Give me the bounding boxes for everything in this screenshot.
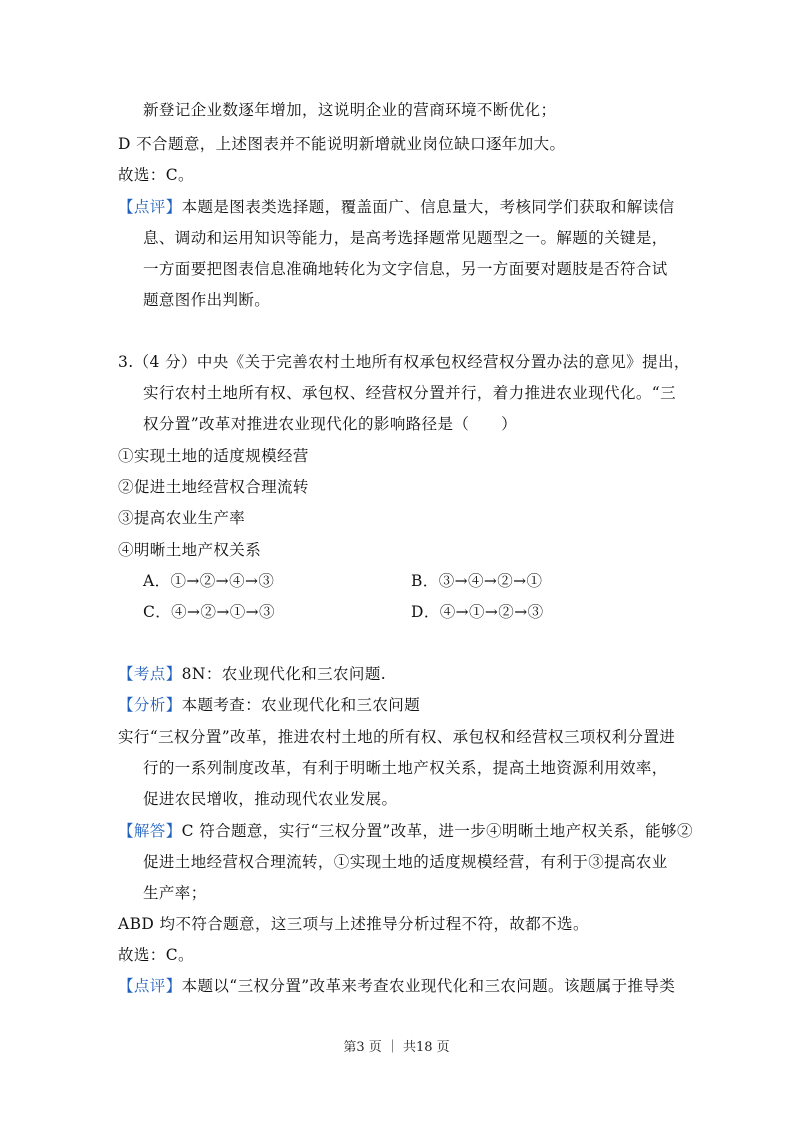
prev-answer-line-1: 新登记企业数逐年增加，这说明企业的营商环境不断优化；: [143, 101, 557, 119]
question-stem-line-3: 权分置”改革对推进农业现代化的影响路径是（ ）: [143, 415, 518, 433]
kaodian-text: 8N：农业现代化和三农问题.: [181, 665, 387, 683]
fenxi-body-line-1: 实行“三权分置”改革，推进农村土地的所有权、承包权和经营权三项权利分置进: [118, 728, 676, 746]
fenxi-body-line-2: 行的一系列制度改革，有利于明晰土地产权关系，提高土地资源利用效率，: [143, 759, 668, 777]
kaodian-tag: 【考点】: [118, 665, 182, 683]
fenxi-body-line-3: 促进农民增收，推动现代农业发展。: [143, 790, 398, 808]
question-stem-line-1: 3.（4 分）中央《关于完善农村土地所有权承包权经营权分置办法的意见》提出，: [118, 353, 690, 371]
prev-answer-choice: 故选：C。: [118, 166, 194, 184]
dianping-line: [118, 976, 675, 996]
jieda-line-2: 促进土地经营权合理流转，①实现土地的适度规模经营，有利于③提高农业: [143, 853, 668, 871]
question-item-1: ①实现土地的适度规模经营: [118, 447, 309, 465]
question-item-2: ②促进土地经营权合理流转: [118, 478, 309, 496]
prev-comment-line-1: [118, 197, 675, 217]
prev-comment-line-4: 题意图作出判断。: [143, 291, 271, 309]
prev-answer-line-2: D 不合题意，上述图表并不能说明新增就业岗位缺口逐年加大。: [118, 135, 566, 153]
prev-comment-line-3: 一方面要把图表信息准确地转化为文字信息，另一方面要对题肢是否符合试: [143, 260, 668, 278]
option-d: D．④→①→②→③: [411, 603, 544, 621]
prev-comment-line-2: 息、调动和运用知识等能力，是高考选择题常见题型之一。解题的关键是，: [143, 229, 668, 247]
option-c: C．④→②→①→③: [143, 603, 275, 621]
question-item-3: ③提高农业生产率: [118, 509, 246, 527]
fenxi-line: [118, 695, 420, 715]
dianping-tag: 【点评】: [118, 977, 182, 995]
jieda-line-1: [118, 821, 693, 841]
kaodian-line: [118, 664, 386, 684]
question-item-4: ④明晰土地产权关系: [118, 541, 262, 559]
jieda-abd-line: ABD 均不符合题意，这三项与上述推导分析过程不符，故都不选。: [118, 915, 589, 933]
option-b: B．③→④→②→①: [411, 572, 543, 590]
jieda-line-3: 生产率；: [143, 884, 207, 902]
jieda-tag: 【解答】: [118, 822, 182, 840]
prev-comment-text-1: 本题是图表类选择题，覆盖面广、信息量大，考核同学们获取和解读信: [181, 198, 675, 216]
fenxi-tag: 【分析】: [118, 696, 182, 714]
jieda-choice: 故选：C。: [118, 946, 194, 964]
fenxi-text: 本题考查：农业现代化和三农问题: [181, 696, 421, 714]
question-stem-line-2: 实行农村土地所有权、承包权、经营权分置并行，着力推进农业现代化。“三: [143, 384, 677, 402]
page-footer: 第3 页 ｜ 共18 页: [343, 1040, 450, 1055]
jieda-text-1: C 符合题意，实行“三权分置”改革，进一步④明晰土地产权关系，能够②: [181, 822, 693, 840]
option-a: A．①→②→④→③: [143, 572, 275, 590]
dianping-text: 本题以“三权分置”改革来考查农业现代化和三农问题。该题属于推导类: [181, 977, 676, 995]
comment-tag: 【点评】: [118, 198, 182, 216]
